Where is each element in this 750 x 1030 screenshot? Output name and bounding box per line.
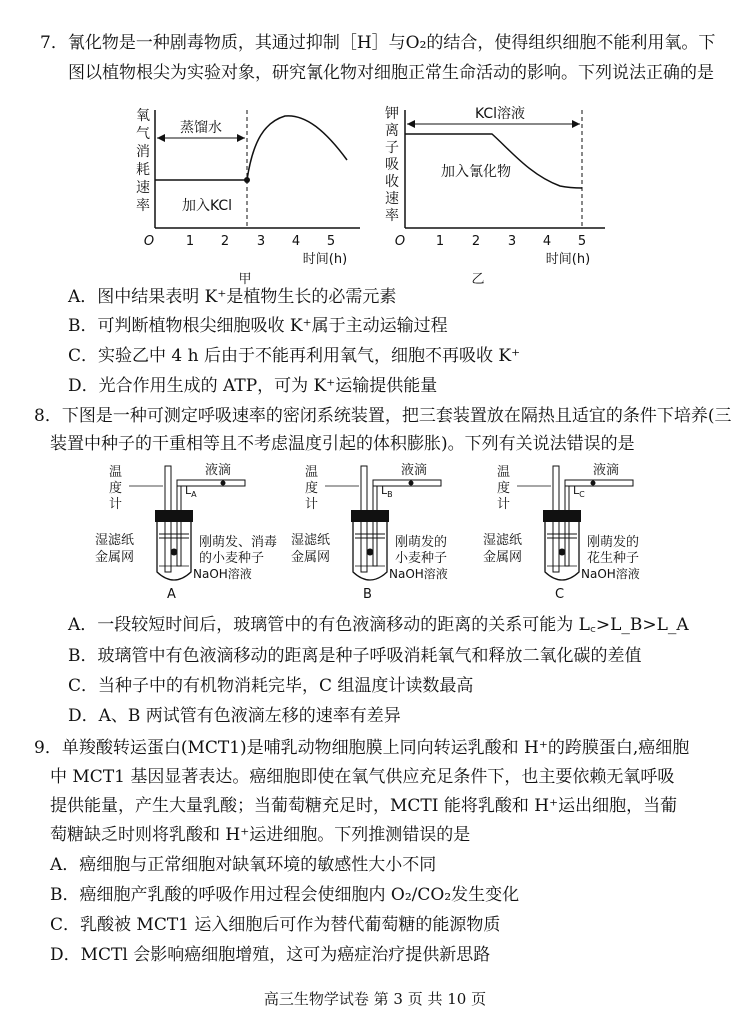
chart-b-caption: 乙 — [471, 272, 485, 287]
chart-a-ylabel-char: 率 — [136, 198, 150, 214]
apparatus-c-letter: C — [555, 587, 565, 602]
apparatus-a-droplet — [221, 481, 226, 486]
chart-a-ylabel-char: 气 — [136, 126, 150, 142]
apparatus-c-naoh-label: NaOH溶液 — [581, 567, 640, 581]
chart-b-ylabel — [385, 106, 399, 224]
q7-stem-line2: 图以植物根尖为实验对象，研究氰化物对细胞正常生命活动的影响。下列说法正确的是 — [68, 63, 714, 83]
chart-a-caption: 甲 — [238, 272, 252, 287]
chart-b-tick: 1 — [435, 234, 445, 249]
q8-option-c: C．当种子中的有机物消耗完毕，C 组温度计读数最高 — [68, 676, 474, 696]
apparatus-c-thermo-char: 度 — [497, 481, 511, 496]
chart-b — [380, 100, 620, 290]
apparatus-a-L-label: $L_A$ — [185, 484, 197, 499]
chart-b-tick: 3 — [507, 234, 517, 249]
chart-a-tick: 5 — [326, 234, 336, 249]
apparatus-a-seed-line2: 的小麦种子 — [199, 551, 265, 566]
apparatus-b-thermo-char: 计 — [305, 497, 319, 512]
chart-b-ylabel-char: 离 — [385, 123, 399, 139]
q8-stem-line1: 8．下图是一种可测定呼吸速率的密闭系统装置，把三套装置放在隔热且适宜的条件下培养(三 — [34, 406, 732, 426]
chart-a-annotation: 加入KCl — [181, 198, 233, 214]
apparatus-b-seed-line2: 小麦种子 — [395, 551, 448, 566]
q8-option-b: B．玻璃管中有色液滴移动的距离是种子呼吸消耗氧气和释放二氧化碳的差值 — [68, 646, 642, 666]
chart-a-tick: 4 — [291, 234, 301, 249]
apparatus-c-mesh-label: 金属网 — [483, 550, 523, 565]
chart-b-annotation: 加入氰化物 — [441, 164, 511, 180]
chart-a-tick: 1 — [185, 234, 195, 249]
apparatus-b-seed — [367, 549, 374, 556]
apparatus-figure — [95, 462, 675, 612]
apparatus-b-droplet — [409, 481, 414, 486]
q7-option-d: D．光合作用生成的 ATP，可为 K⁺运输提供能量 — [68, 376, 438, 396]
chart-a-ylabel-char: 耗 — [136, 162, 150, 178]
apparatus-b-seed-line1: 刚萌发的 — [395, 535, 448, 550]
apparatus-c-thermo-char: 温 — [497, 465, 511, 480]
chart-a-curve-after — [247, 116, 347, 180]
chart-b-ylabel-char: 子 — [385, 140, 399, 156]
apparatus-b-letter: B — [363, 587, 372, 602]
apparatus-a-naoh-label: NaOH溶液 — [193, 567, 252, 581]
chart-b-tick: O — [394, 234, 406, 249]
chart-b-arrowhead-left — [407, 120, 415, 128]
apparatus-a-thermo-char: 计 — [109, 497, 123, 512]
q9-stem-line4: 萄糖缺乏时则将乳酸和 H⁺运进细胞。下列推测错误的是 — [50, 825, 471, 845]
apparatus-b-mesh-label: 金属网 — [291, 550, 331, 565]
apparatus-a — [95, 462, 277, 602]
chart-b-arrowhead-right — [572, 120, 580, 128]
chart-b-tick: 5 — [577, 234, 587, 249]
q7-stem-line1: 7．氰化物是一种剧毒物质，其通过抑制［H］与O₂的结合，使得组织细胞不能利用氧。下 — [40, 33, 716, 53]
chart-b-tick: 4 — [542, 234, 552, 249]
chart-a-tick: O — [143, 234, 155, 249]
chart-a-band-label: 蒸馏水 — [180, 120, 222, 136]
chart-b-ylabel-char: 率 — [385, 208, 399, 224]
chart-a-ylabel-char: 氧 — [136, 108, 150, 124]
apparatus-b-naoh-label: NaOH溶液 — [389, 567, 448, 581]
chart-a-ylabel-char: 速 — [136, 180, 150, 196]
chart-b-ylabel-char: 吸 — [385, 157, 399, 173]
chart-b-ylabel-char: 速 — [385, 191, 399, 207]
q7-option-b: B．可判断植物根尖细胞吸收 K⁺属于主动运输过程 — [68, 316, 448, 336]
apparatus-a-tube-vert — [177, 486, 181, 566]
chart-b-band-label: KCl溶液 — [474, 106, 526, 122]
q9-stem-line2: 中 MCT1 基因显著表达。癌细胞即使在氧气供应充足条件下，也主要依赖无氧呼吸 — [50, 767, 675, 787]
apparatus-a-mesh-label: 金属网 — [95, 550, 135, 565]
apparatus-b-drop-label: 液滴 — [401, 463, 428, 478]
apparatus-c-droplet — [591, 481, 596, 486]
page-footer: 高三生物学试卷 第 3 页 共 10 页 — [263, 990, 487, 1008]
apparatus-b-L-label: $L_B$ — [381, 484, 393, 499]
apparatus-b — [291, 462, 448, 602]
apparatus-b-stopper — [351, 510, 389, 522]
apparatus-c-seed-line1: 刚萌发的 — [587, 535, 640, 550]
apparatus-c — [483, 462, 640, 602]
apparatus-a-stopper — [155, 510, 193, 522]
apparatus-c-stopper — [543, 510, 581, 522]
apparatus-c-seed-line2: 花生种子 — [587, 551, 640, 566]
chart-a-ylabel-char: 消 — [136, 144, 150, 160]
q9-option-a: A．癌细胞与正常细胞对缺氧环境的敏感性大小不同 — [50, 855, 437, 875]
chart-a-tick: 3 — [256, 234, 266, 249]
q9-option-b: B．癌细胞产乳酸的呼吸作用过程会使细胞内 O₂/CO₂发生变化 — [50, 885, 520, 905]
apparatus-b-paper-label: 湿滤纸 — [291, 533, 331, 548]
apparatus-a-thermo-char: 温 — [109, 465, 123, 480]
chart-b-ylabel-char: 钾 — [385, 106, 399, 122]
apparatus-a-thermo-char: 度 — [109, 481, 123, 496]
chart-a-arrowhead-left — [157, 134, 165, 142]
chart-b-tick: 2 — [471, 234, 481, 249]
q9-stem-line1: 9．单羧酸转运蛋白(MCT1)是哺乳动物细胞膜上同向转运乳酸和 H⁺的跨膜蛋白,癌细胞 — [34, 738, 690, 758]
apparatus-b-thermo-char: 温 — [305, 465, 319, 480]
q7-option-a: A．图中结果表明 K⁺是植物生长的必需元素 — [68, 287, 397, 307]
q7-option-c: C．实验乙中 4 h 后由于不能再利用氧气，细胞不再吸收 K⁺ — [68, 346, 521, 366]
chart-a — [125, 100, 365, 290]
chart-a-ylabel — [136, 108, 150, 214]
apparatus-c-L-label: $L_C$ — [573, 484, 585, 499]
apparatus-c-paper-label: 湿滤纸 — [483, 533, 523, 548]
apparatus-b-thermo-char: 度 — [305, 481, 319, 496]
q8-option-d: D．A、B 两试管有色液滴左移的速率有差异 — [68, 706, 401, 726]
apparatus-a-seed-line1: 刚萌发、消毒 — [199, 535, 278, 550]
apparatus-a-paper-label: 湿滤纸 — [95, 533, 135, 548]
chart-b-xlabel: 时间(h) — [545, 252, 591, 267]
apparatus-c-drop-label: 液滴 — [593, 463, 620, 478]
chart-b-ylabel-char: 收 — [385, 174, 399, 190]
chart-a-arrowhead-right — [237, 134, 245, 142]
apparatus-a-drop-label: 液滴 — [205, 463, 232, 478]
q9-stem-line3: 提供能量，产生大量乳酸；当葡萄糖充足时，MCTI 能将乳酸和 H⁺运出细胞，当葡 — [50, 796, 678, 816]
chart-a-tick: 2 — [220, 234, 230, 249]
chart-a-xlabel: 时间(h) — [302, 252, 348, 267]
apparatus-a-letter: A — [167, 587, 176, 602]
q9-option-d: D．MCTl 会影响癌细胞增殖，这可为癌症治疗提供新思路 — [50, 945, 491, 965]
apparatus-c-thermo-char: 计 — [497, 497, 511, 512]
chart-a-point — [244, 177, 250, 183]
apparatus-a-seed — [171, 549, 178, 556]
q8-stem-line2: 装置中种子的干重相等且不考虑温度引起的体积膨胀)。下列有关说法错误的是 — [50, 434, 635, 454]
q9-option-c: C．乳酸被 MCT1 运入细胞后可作为替代葡萄糖的能源物质 — [50, 915, 501, 935]
apparatus-c-seed — [559, 549, 566, 556]
q8-option-a: A．一段较短时间后，玻璃管中的有色液滴移动的距离的关系可能为 L꜀>L_B>L_A — [68, 615, 689, 635]
